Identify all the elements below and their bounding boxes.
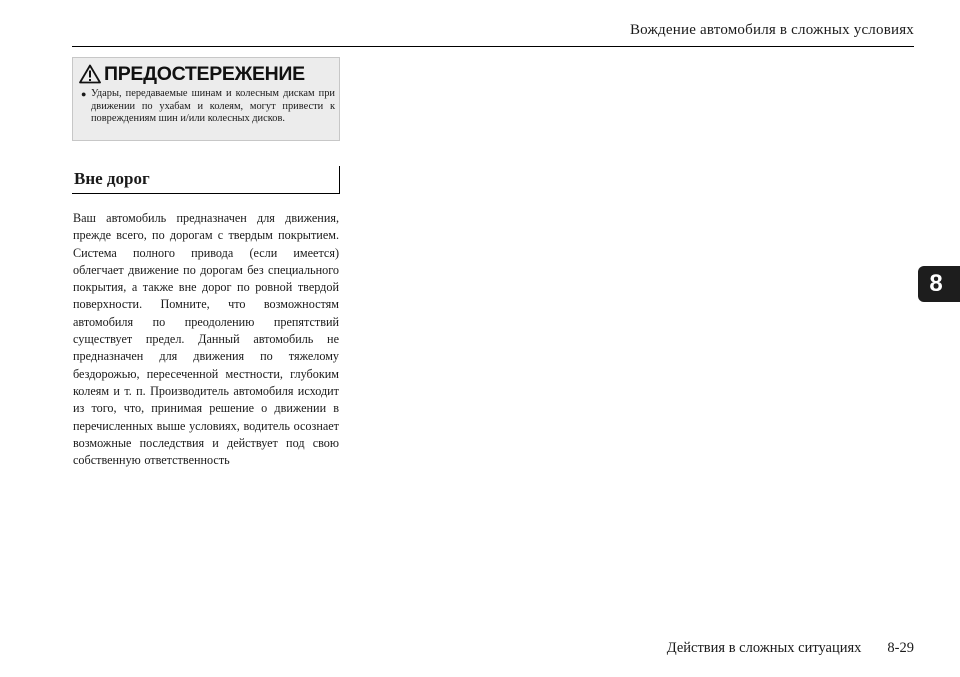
page-footer [667, 640, 914, 657]
warning-list-item [81, 88, 335, 126]
body-paragraph: Ваш автомобиль предназначен для движения, прежде всего, по дорогам с твердым покрытием. Система полного привода (если имеется) облегчает движение по дорогам без специального покрытия, а также вне дорог по ровной твердой поверхности. Помните, что возможностям автомобиля по преодолению препятствий существует предел. Данный автомобиль не предназначен для движения по тяжелому бездорожью, пересеченной местности, глубоким колеям и т. п. Производитель автомобиля исходит из того, что, принимая решение о движении в перечисленных выше условиях, водитель осознает возможные последствия и действует под свою собственную ответственность [73, 211, 339, 468]
warning-text: Удары, передаваемые шинам и колесным дискам при движении по ухабам и колеям, могут привести к повреждениям шин и/или колесных дисков. [91, 88, 335, 125]
warning-header [79, 61, 305, 87]
bullet-icon: ● [81, 89, 87, 99]
warning-triangle-icon [79, 64, 101, 84]
page-header-title: Вождение автомобиля в сложных условиях [629, 22, 914, 38]
page-number: 8-29 [887, 640, 914, 656]
warning-box [72, 57, 340, 141]
header-divider [72, 46, 914, 47]
section-heading: Вне дорог [72, 166, 340, 194]
chapter-tab[interactable]: 8 [918, 266, 960, 302]
footer-section-name: Действия в сложных ситуациях [666, 640, 862, 656]
warning-title: ПРЕДОСТЕРЕЖЕНИЕ [104, 62, 305, 85]
